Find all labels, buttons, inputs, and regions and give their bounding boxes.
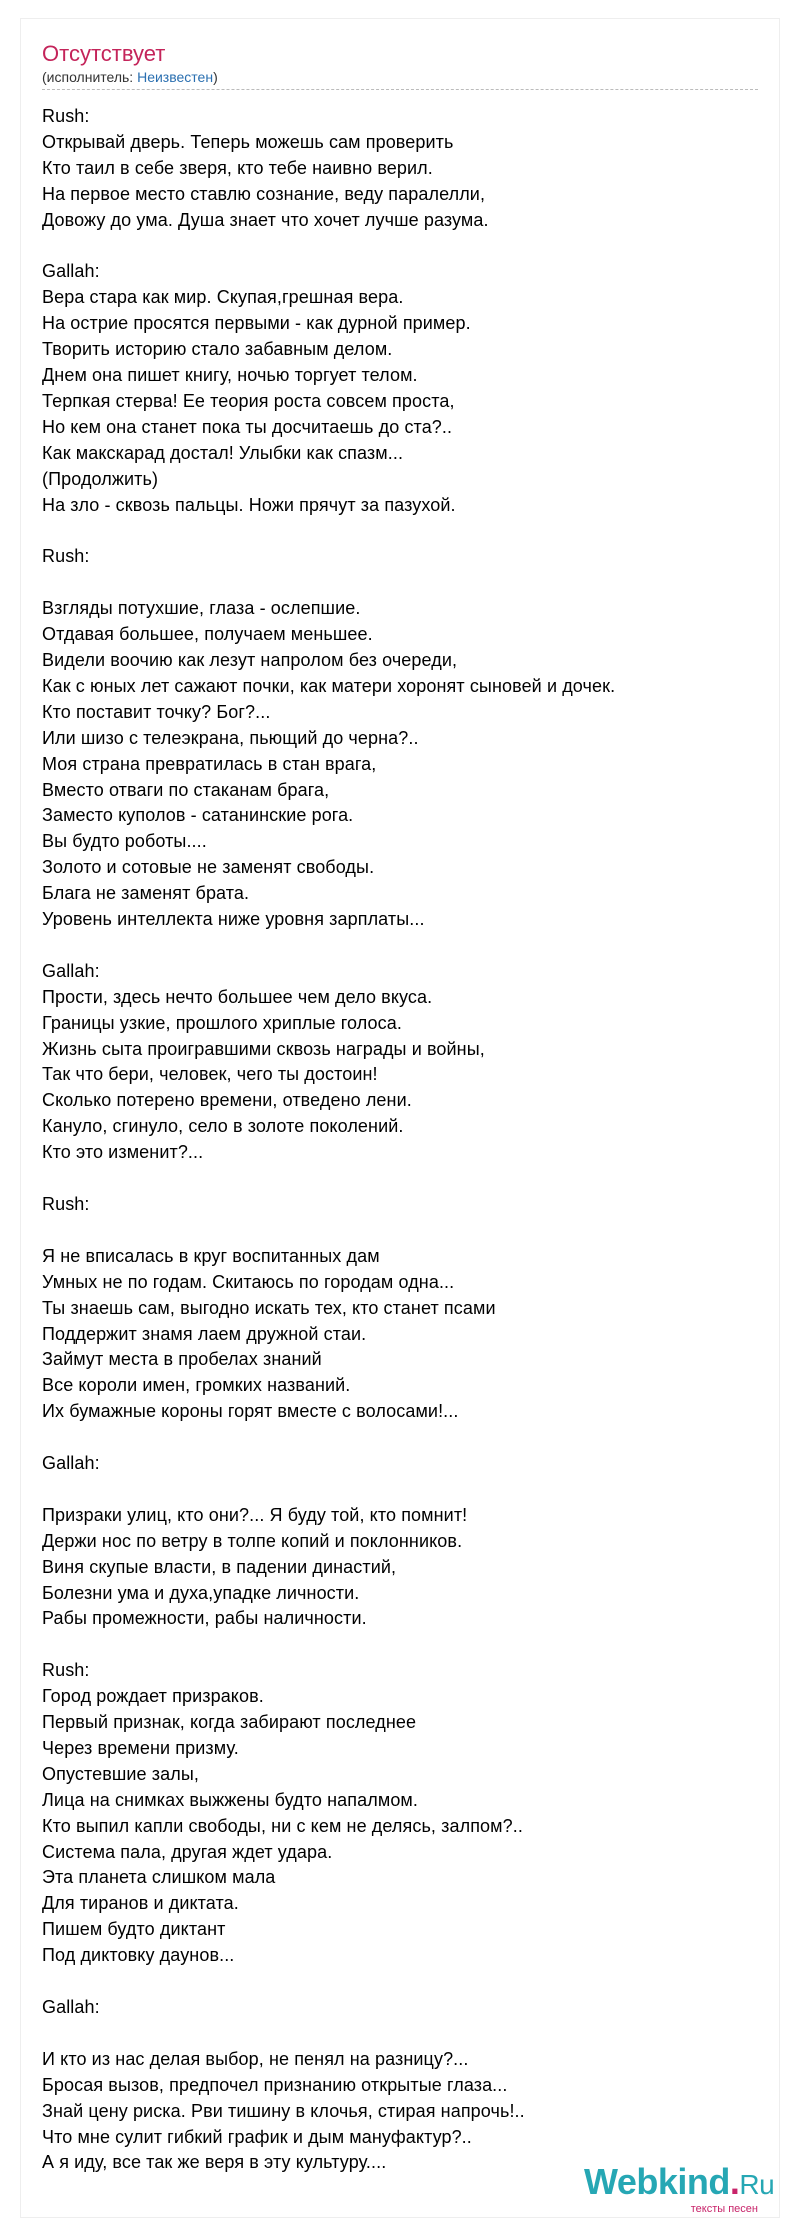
- header-divider: [42, 89, 758, 90]
- lyric-line: Я не вписалась в круг воспитанных дам: [42, 1245, 380, 1266]
- lyric-line: Умных не по годам. Скитаюсь по городам одна...: [42, 1271, 455, 1292]
- lyric-line: На зло - сквозь пальцы. Ножи прячут за пазухой.: [42, 494, 456, 515]
- lyric-line: Прости, здесь нечто большее чем дело вкуса.: [42, 986, 433, 1007]
- lyric-line: На острие просятся первыми - как дурной пример.: [42, 313, 471, 334]
- lyric-line: Gallah:: [42, 1997, 100, 2017]
- artist-prefix: (исполнитель:: [42, 69, 138, 85]
- logo-tld: Ru: [739, 2169, 775, 2200]
- lyric-line: Кто поставит точку? Бог?...: [42, 701, 271, 722]
- lyric-line: Но кем она станет пока ты досчитаешь до ста?..: [42, 416, 453, 437]
- lyric-line: Творить историю стало забавным делом.: [42, 339, 393, 360]
- lyric-line: Для тиранов и диктата.: [42, 1893, 239, 1914]
- logo-subtitle: тексты песен: [690, 2203, 758, 2215]
- lyric-line: Через времени призму.: [42, 1737, 239, 1758]
- lyrics-body: [42, 104, 758, 2176]
- lyric-line: Призраки улиц, кто они?... Я буду той, кто помнит!: [42, 1504, 468, 1525]
- song-title: Отсутствует: [42, 41, 166, 66]
- lyric-line: [42, 1632, 758, 1658]
- lyric-line: Gallah:: [42, 1453, 100, 1474]
- lyric-line: Кто это изменит?...: [42, 1142, 204, 1163]
- lyric-line: Кто таил в себе зверя, кто тебе наивно верил.: [42, 157, 433, 178]
- lyric-line: Эта планета слишком мала: [42, 1867, 276, 1888]
- lyric-line: И кто из нас делая выбор, не пенял на разницу?...: [42, 2048, 469, 2069]
- lyric-line: Gallah:: [42, 261, 100, 282]
- lyric-line: [42, 234, 758, 260]
- logo-dot: .: [729, 2161, 740, 2202]
- lyric-line: Днем она пишет книгу, ночью торгует телом.: [42, 365, 418, 386]
- lyric-line: Рабы промежности, рабы наличности.: [42, 1608, 367, 1629]
- lyric-line: Их бумажные короны горят вместе с волосами!...: [42, 1401, 459, 1422]
- webkind-logo[interactable]: [584, 2161, 775, 2215]
- lyric-line: Заместо куполов - сатанинские рога.: [42, 805, 354, 826]
- lyric-line: Бросая вызов, предпочел признанию открытые глаза...: [42, 2074, 508, 2095]
- lyric-line: Или шизо с телеэкрана, пьющий до черна?..: [42, 727, 419, 748]
- lyric-line: [42, 570, 758, 596]
- lyric-line: Под диктовку даунов...: [42, 1945, 235, 1966]
- lyric-line: Знай цену риска. Рви тишину в клочья, стирая напрочь!..: [42, 2100, 525, 2121]
- lyric-line: Вера стара как мир. Скупая,грешная вера.: [42, 287, 404, 308]
- lyric-line: [42, 1166, 758, 1192]
- lyric-line: Кто выпил капли свободы, ни с кем не делясь, залпом?..: [42, 1815, 523, 1836]
- lyric-line: Болезни ума и духа,упадке личности.: [42, 1582, 360, 1603]
- lyric-line: Видели воочию как лезут напролом без очереди,: [42, 649, 458, 670]
- lyric-line: Блага не заменят брата.: [42, 883, 250, 904]
- song-header: [42, 40, 758, 90]
- lyric-line: Терпкая стерва! Ее теория роста совсем проста,: [42, 390, 455, 411]
- lyric-line: Жизнь сыта проигравшими сквозь награды и войны,: [42, 1038, 485, 1059]
- lyric-line: Rush:: [42, 546, 90, 567]
- lyric-line: Сколько потерено времени, отведено лени.: [42, 1090, 412, 1111]
- lyric-line: Лица на снимках выжжены будто напалмом.: [42, 1789, 419, 1810]
- lyric-line: Держи нос по ветру в толпе копий и поклонников.: [42, 1530, 463, 1551]
- lyric-line: Как макскарад достал! Улыбки как спазм...: [42, 442, 404, 463]
- lyric-line: Границы узкие, прошлого хриплые голоса.: [42, 1012, 402, 1033]
- lyric-line: [42, 1477, 758, 1503]
- lyric-line: А я иду, все так же веря в эту культуру....: [42, 2152, 387, 2173]
- lyric-line: На первое место ставлю сознание, веду паралелли,: [42, 183, 486, 204]
- artist-link[interactable]: Неизвестен: [137, 69, 214, 85]
- artist-suffix: ): [213, 69, 218, 85]
- lyric-line: [42, 933, 758, 959]
- lyric-line: [42, 1218, 758, 1244]
- lyric-line: Отдавая большее, получаем меньшее.: [42, 624, 373, 645]
- lyric-line: Система пала, другая ждет удара.: [42, 1841, 333, 1862]
- lyric-line: Вместо отваги по стаканам брага,: [42, 779, 330, 800]
- lyric-line: Золото и сотовые не заменят свободы.: [42, 857, 375, 878]
- lyric-line: Моя страна превратилась в стан врага,: [42, 753, 377, 774]
- lyric-line: Довожу до ума. Душа знает что хочет лучше разума.: [42, 209, 489, 230]
- lyric-line: Город рождает призраков.: [42, 1686, 264, 1707]
- logo-main-word: Webkind: [584, 2161, 730, 2202]
- lyric-line: Вы будто роботы....: [42, 831, 207, 852]
- lyric-line: Кануло, сгинуло, село в золоте поколений.: [42, 1116, 404, 1137]
- lyric-line: Так что бери, человек, чего ты достоин!: [42, 1064, 378, 1085]
- lyric-line: Пишем будто диктант: [42, 1919, 226, 1940]
- lyric-line: Открывай дверь. Теперь можешь сам проверить: [42, 131, 454, 152]
- lyric-line: Займут места в пробелах знаний: [42, 1349, 322, 1370]
- lyric-line: Как с юных лет сажают почки, как матери хоронят сыновей и дочек.: [42, 675, 616, 696]
- artist-line: [42, 68, 758, 86]
- lyric-line: Rush:: [42, 1660, 90, 1681]
- lyric-line: Опустевшие залы,: [42, 1763, 199, 1784]
- lyric-line: Первый признак, когда забирают последнее: [42, 1712, 417, 1733]
- lyric-line: Ты знаешь сам, выгодно искать тех, кто станет псами: [42, 1297, 496, 1318]
- lyric-line: [42, 1969, 758, 1995]
- lyric-line: (Продолжить): [42, 468, 159, 489]
- lyric-line: [42, 518, 758, 544]
- lyric-line: [42, 1425, 758, 1451]
- lyric-line: Rush:: [42, 106, 90, 126]
- logo-text: [584, 2161, 775, 2203]
- lyric-line: Rush:: [42, 1193, 90, 1214]
- lyric-line: Виня скупые власти, в падении династий,: [42, 1556, 397, 1577]
- lyric-line: Все короли имен, громких названий.: [42, 1375, 351, 1396]
- lyric-line: Поддержит знамя лаем дружной стаи.: [42, 1323, 367, 1344]
- lyric-line: Что мне сулит гибкий график и дым мануфактур?..: [42, 2126, 472, 2147]
- lyric-line: Уровень интеллекта ниже уровня зарплаты...: [42, 909, 425, 930]
- lyric-line: Взгляды потухшие, глаза - ослепшие.: [42, 598, 361, 619]
- lyric-line: Gallah:: [42, 960, 100, 981]
- lyric-line: [42, 2021, 758, 2047]
